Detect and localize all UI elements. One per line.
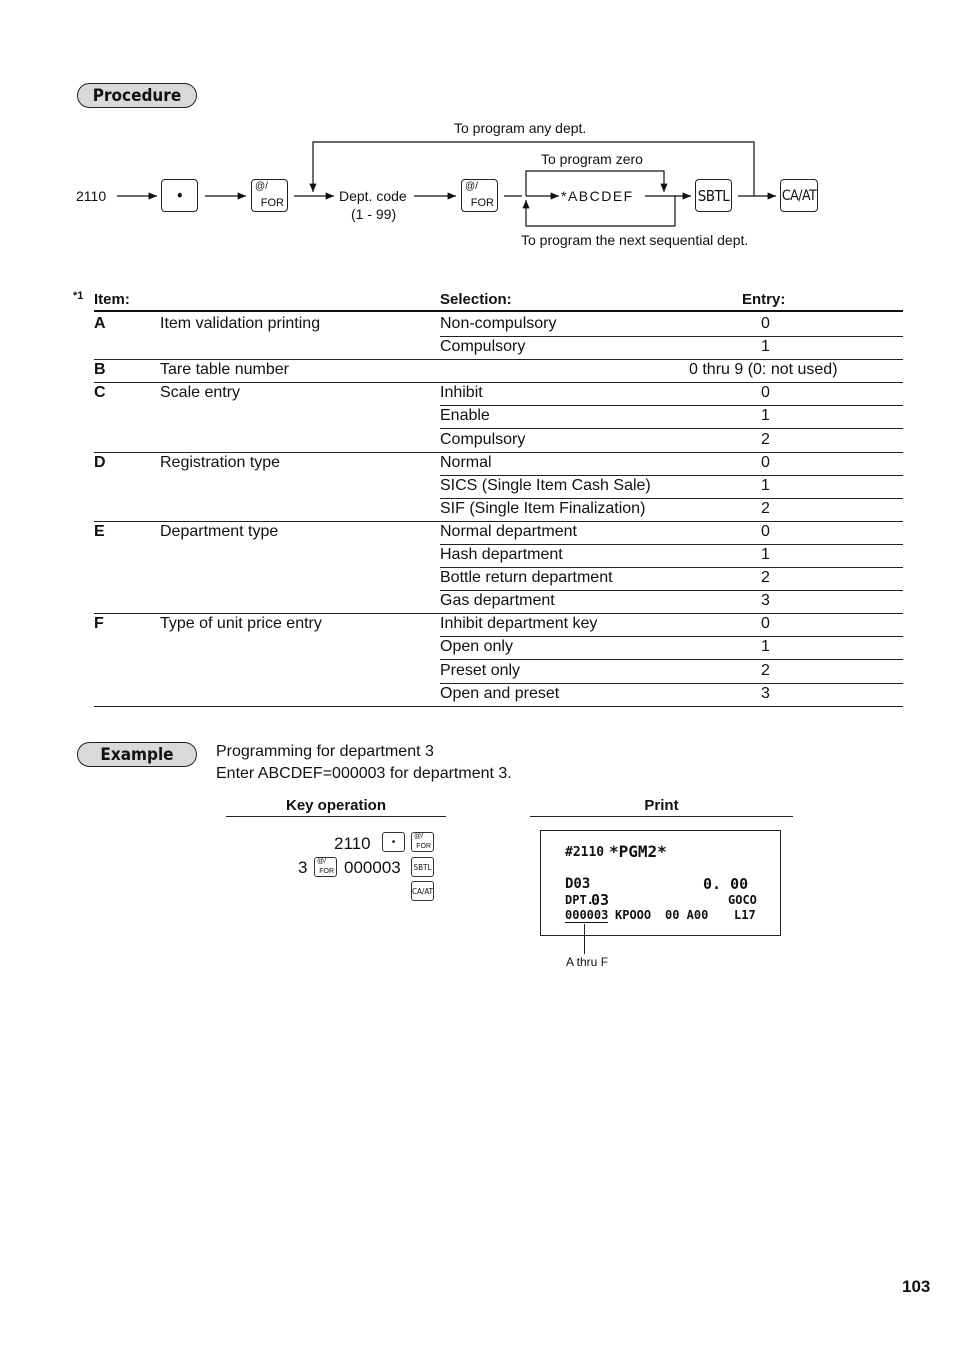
- row-selection: Normal department: [440, 522, 577, 540]
- row-rule: [440, 336, 903, 337]
- receipt-goco: GOCO: [728, 893, 757, 907]
- footnote-marker: *1: [73, 290, 84, 302]
- small-sbtl-key: [411, 857, 434, 877]
- for-key-bottom: FOR: [260, 197, 284, 209]
- row-entry: 3: [761, 592, 770, 610]
- header-entry: Entry:: [742, 291, 786, 308]
- abcdef-label: *ABCDEF: [561, 188, 634, 204]
- receipt-abcdef-value: 000003: [565, 908, 609, 922]
- print-heading: Print: [644, 797, 679, 814]
- to-program-any-label: To program any dept.: [454, 120, 587, 136]
- row-selection: SIF (Single Item Finalization): [440, 499, 646, 517]
- example-line-2: Enter ABCDEF=000003 for department 3.: [216, 765, 512, 782]
- row-selection: Open only: [440, 638, 513, 656]
- small-for-bottom: FOR: [319, 868, 334, 875]
- row-letter: F: [94, 615, 104, 633]
- small-for-top: @/: [414, 833, 424, 840]
- procedure-label: Procedure: [77, 83, 197, 108]
- receipt-l17: L17: [734, 908, 756, 922]
- for-key-top: @/: [255, 181, 268, 192]
- row-rule: [440, 544, 903, 545]
- small-dot-key-label: •: [390, 836, 397, 848]
- row-selection: Hash department: [440, 546, 563, 563]
- small-for-top: @/: [317, 858, 327, 865]
- row-selection: Gas department: [440, 592, 555, 610]
- example-label: Example: [77, 742, 197, 767]
- keyop-line1-code: 2110: [334, 834, 371, 853]
- sbtl-key-label: SBTL: [697, 186, 730, 205]
- header-item: Item:: [94, 291, 130, 308]
- row-letter: E: [94, 522, 105, 540]
- small-sbtl-label: SBTL: [413, 862, 432, 872]
- dot-key-label: •: [175, 186, 184, 205]
- dot-key: [161, 179, 198, 212]
- a-thru-f-leader: [584, 924, 585, 954]
- row-selection: SICS (Single Item Cash Sale): [440, 476, 651, 494]
- row-entry: 1: [761, 407, 770, 425]
- row-rule: [94, 382, 903, 383]
- row-letter: B: [94, 361, 106, 379]
- row-entry: 2: [761, 430, 770, 448]
- to-program-zero-label: To program zero: [541, 151, 643, 167]
- row-rule: [94, 359, 903, 360]
- for-key-top: @/: [465, 181, 478, 192]
- row-selection: Compulsory: [440, 338, 526, 356]
- row-rule: [440, 683, 903, 684]
- row-entry: 0: [761, 522, 770, 540]
- row-entry: 1: [761, 476, 770, 494]
- table-header-rule: [94, 310, 903, 312]
- row-rule: [440, 636, 903, 637]
- receipt-dpt-number: 03: [591, 891, 610, 909]
- caat-key-label: CA/AT: [781, 187, 817, 204]
- row-rule: [94, 452, 903, 453]
- dept-code-label: Dept. code: [339, 188, 407, 204]
- receipt-code: #2110: [565, 845, 605, 860]
- row-rule: [94, 613, 903, 614]
- row-rule: [94, 706, 903, 707]
- small-for-key-2: [314, 857, 337, 877]
- for-key-1: [251, 179, 288, 212]
- small-caat-label: CA/AT: [411, 886, 434, 896]
- row-item: Item validation printing: [160, 315, 321, 332]
- small-caat-key: [411, 881, 434, 901]
- for-key-2: [461, 179, 498, 212]
- row-selection: Compulsory: [440, 430, 526, 448]
- row-rule: [440, 590, 903, 591]
- receipt-a00: 00 A00: [665, 908, 709, 922]
- row-selection: Bottle return department: [440, 569, 613, 587]
- row-selection: Inhibit: [440, 384, 483, 402]
- row-rule: [440, 567, 903, 568]
- row-entry: 0: [761, 315, 770, 332]
- row-item: Registration type: [160, 453, 281, 471]
- small-dot-key: [382, 832, 405, 852]
- keyop-line2-dept: 3: [298, 858, 308, 877]
- row-selection: Open and preset: [440, 684, 560, 702]
- row-rule: [440, 659, 903, 660]
- small-for-bottom: FOR: [416, 843, 431, 850]
- caat-key: [780, 179, 818, 212]
- row-rule: [440, 405, 903, 406]
- row-selection: Preset only: [440, 661, 521, 679]
- dept-range-label: (1 - 99): [351, 206, 397, 222]
- row-entry: 2: [761, 499, 770, 517]
- row-rule: [440, 475, 903, 476]
- keyop-line2-value: 000003: [344, 858, 401, 877]
- row-letter: A: [94, 315, 106, 332]
- key-operation-rule: [226, 816, 446, 817]
- page-number: 103: [902, 1277, 931, 1296]
- row-entry: 0 thru 9 (0: not used): [689, 361, 838, 379]
- row-selection: Normal: [440, 453, 492, 471]
- receipt-pgm: *PGM2*: [609, 842, 667, 861]
- sbtl-key: [695, 179, 732, 212]
- header-selection: Selection:: [440, 291, 512, 308]
- row-rule: [94, 521, 903, 522]
- row-item: Department type: [160, 522, 279, 540]
- row-rule: [440, 498, 903, 499]
- row-entry: 1: [761, 546, 770, 563]
- key-operation-heading: Key operation: [285, 797, 387, 814]
- receipt-dpt-label: DPT.: [565, 893, 594, 907]
- row-entry: 2: [761, 569, 770, 587]
- row-item: Tare table number: [160, 361, 289, 379]
- row-selection: Non-compulsory: [440, 315, 557, 332]
- row-rule: [440, 428, 903, 429]
- receipt-dept: D03: [565, 876, 591, 892]
- receipt-print: [540, 830, 781, 936]
- a-thru-f-label: A thru F: [566, 955, 609, 969]
- for-key-bottom: FOR: [470, 197, 494, 209]
- row-entry: 3: [761, 684, 770, 702]
- small-for-key-1: [411, 832, 434, 852]
- row-entry: 2: [761, 661, 770, 679]
- row-entry: 0: [761, 384, 770, 402]
- row-entry: 1: [761, 638, 770, 656]
- row-item: Scale entry: [160, 384, 241, 402]
- print-rule: [530, 816, 793, 817]
- row-letter: D: [94, 453, 106, 471]
- row-entry: 0: [761, 453, 770, 471]
- row-entry: 1: [761, 338, 770, 356]
- row-selection: Inhibit department key: [440, 615, 598, 633]
- receipt-price: 0. 00: [703, 875, 749, 893]
- to-program-next-label: To program the next sequential dept.: [521, 232, 749, 248]
- example-line-1: Programming for department 3: [216, 743, 434, 760]
- receipt-kp: KPOOO: [615, 908, 652, 922]
- row-entry: 0: [761, 615, 770, 633]
- start-code: 2110: [76, 188, 107, 204]
- row-selection: Enable: [440, 407, 490, 425]
- row-item: Type of unit price entry: [160, 615, 322, 633]
- row-letter: C: [94, 384, 106, 402]
